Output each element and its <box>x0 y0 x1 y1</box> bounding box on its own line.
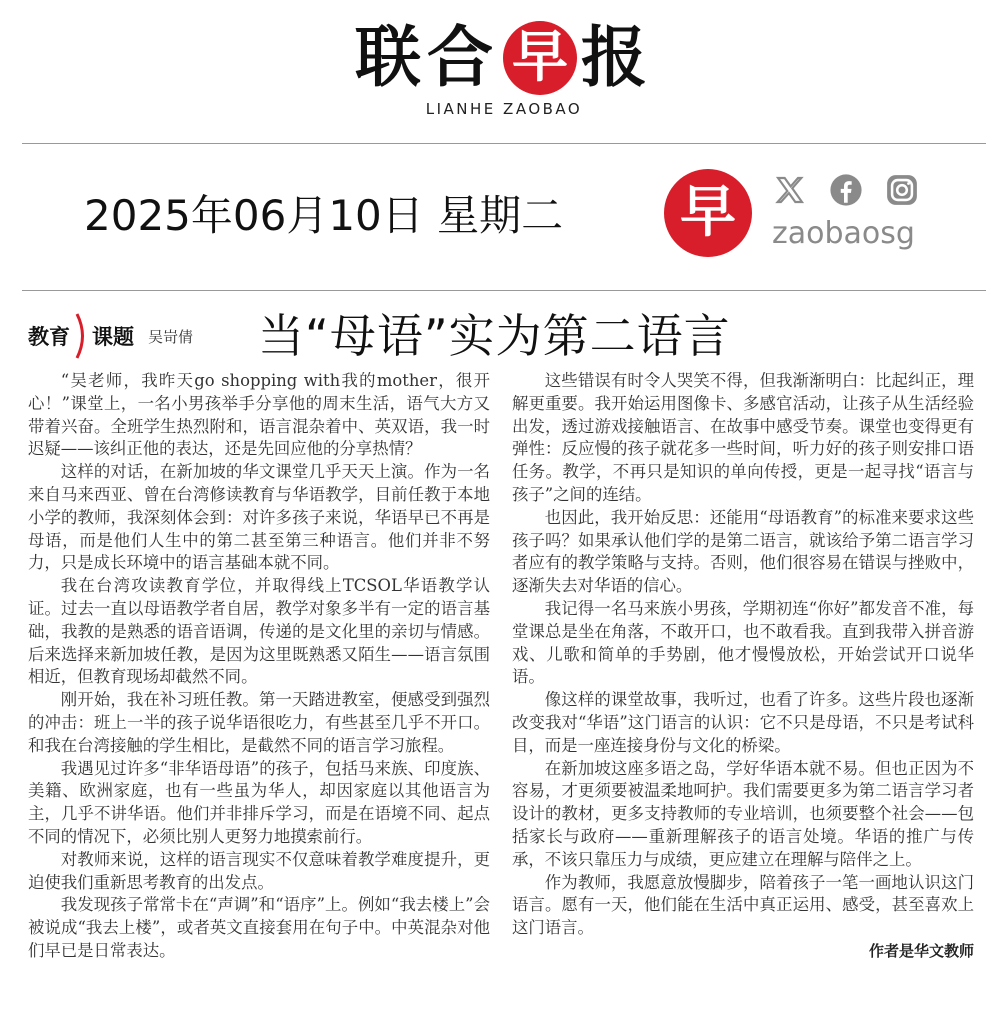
facebook-icon[interactable] <box>828 172 864 208</box>
article-paragraph: 我在台湾攻读教育学位，并取得线上TCSOL华语教学认证。过去一直以母语教学者自居，教学对象多半有一定的语言基础，我教的是熟悉的语音语调，传递的是文化里的亲切与情感。后来选择来新加坡任教，是因为这里既熟悉又陌生——语言氛围相近，但教育现场却截然不同。 <box>28 576 490 687</box>
column-kicker <box>28 312 193 360</box>
masthead-title-post: 报 <box>581 19 653 96</box>
social-handle: zaobaosg <box>772 216 915 251</box>
instagram-icon[interactable] <box>884 172 920 208</box>
social-icons <box>772 172 920 208</box>
article-paragraph: 这些错误有时令人哭笑不得，但我渐渐明白：比起纠正，理解更重要。我开始运用图像卡、多感官活动，让孩子从生活经验出发，透过游戏接触语言、在故事中感受节奏。课堂也变得更有弹性：反应慢的孩子就花多一些时间，听力好的孩子则安排口语任务。教学，不再只是知识的单向传授，更是一起寻找“语言与孩子”之间的连结。 <box>512 371 974 504</box>
article-paragraph: 刚开始，我在补习班任教。第一天踏进教室，便感受到强烈的冲击：班上一半的孩子说华语很吃力，有些甚至几乎不开口。和我在台湾接触的学生相比，是截然不同的语言学习旅程。 <box>28 690 490 755</box>
zaobao-logo-icon: 早 <box>664 169 752 257</box>
article-paragraph: 在新加坡这座多语之岛，学好华语本就不易。但也正因为不容易，才更须要被温柔地呵护。我们需要更多为第二语言学习者设计的教材，更多支持教师的专业培训，也须要整个社会——包括家长与政府——重新理解孩子的语言处境。华语的推广与传承，不该只靠压力与成绩，更应建立在理解与陪伴之上。 <box>512 758 974 869</box>
divider <box>22 143 986 144</box>
x-icon[interactable] <box>772 172 808 208</box>
red-bracket-icon <box>74 312 88 360</box>
article-column-left <box>28 370 490 963</box>
column-name-a: 教育 <box>28 325 70 349</box>
article-paragraph: 作为教师，我愿意放慢脚步，陪着孩子一笔一画地认识这门语言。愿有一天，他们能在生活中真正运用、感受，甚至喜欢上这门语言。 <box>512 872 974 938</box>
article-paragraph: 我发现孩子常常卡在“声调”和“语序”上。例如“我去楼上”会被说成“我去上楼”，或者英文直接套用在句子中。中英混杂对他们早已是日常表达。 <box>28 895 490 960</box>
article-headline: 当“母语”实为第二语言 <box>258 309 731 363</box>
masthead-title-pre: 联合 <box>355 19 499 96</box>
divider <box>22 290 986 291</box>
article-paragraph: 像这样的课堂故事，我听过，也看了许多。这些片段也逐渐改变我对“华语”这门语言的认识：它不只是母语，不只是考试科目，而是一座连接身份与文化的桥梁。 <box>512 690 974 755</box>
author-byline: 作者是华文教师 <box>868 941 974 960</box>
column-name-b: 课题 <box>92 325 134 349</box>
article-paragraph: “吴老师，我昨天go shopping with我的mother，很开心！”课堂上，一名小男孩举手分享他的周末生活，语气大方又带着兴奋。全班学生热烈附和，语言混杂着中、英双语，我一时迟疑——该纠正他的表达，还是先回应他的分享热情？ <box>28 371 490 459</box>
article-paragraph: 我遇见过许多“非华语母语”的孩子，包括马来族、印度族、美籍、欧洲家庭，也有一些虽为华人，却因家庭以其他语言为主，几乎不讲华语。他们并非排斥学习，而是在语境不同、起点不同的情况下，必须比别人更努力地摸索前行。 <box>28 758 490 846</box>
article-column-right <box>512 370 974 963</box>
masthead-logo <box>355 18 653 98</box>
issue-date: 2025年06月10日 星期二 <box>84 191 564 240</box>
masthead <box>0 18 1008 118</box>
masthead-zao-circle: 早 <box>503 21 577 95</box>
article-paragraph: 这样的对话，在新加坡的华文课堂几乎天天上演。作为一名来自马来西亚、曾在台湾修读教育与华语教学，目前任教于本地小学的教师，我深刻体会到：对许多孩子来说，华语早已不再是母语，而是他们人生中的第二甚至第三种语言。他们并非不努力，只是成长环境中的语言基础本就不同。 <box>28 462 490 573</box>
article-paragraph: 对教师来说，这样的语言现实不仅意味着教学难度提升，更迫使我们重新思考教育的出发点。 <box>28 849 490 892</box>
article-paragraph: 我记得一名马来族小男孩，学期初连“你好”都发音不准，每堂课总是坐在角落，不敢开口，也不敢看我。直到我带入拼音游戏、儿歌和简单的手势剧，他才慢慢放松，开始尝试开口说华语。 <box>512 598 974 687</box>
author-name: 吴岢倩 <box>148 327 194 346</box>
article-paragraph: 也因此，我开始反思：还能用“母语教育”的标准来要求这些孩子吗？如果承认他们学的是第二语言，就该给予第二语言学习者应有的教学策略与支持。否则，他们很容易在错误与挫败中，逐渐失去对华语的信心。 <box>512 507 974 596</box>
masthead-subtitle: LIANHE ZAOBAO <box>425 100 583 118</box>
